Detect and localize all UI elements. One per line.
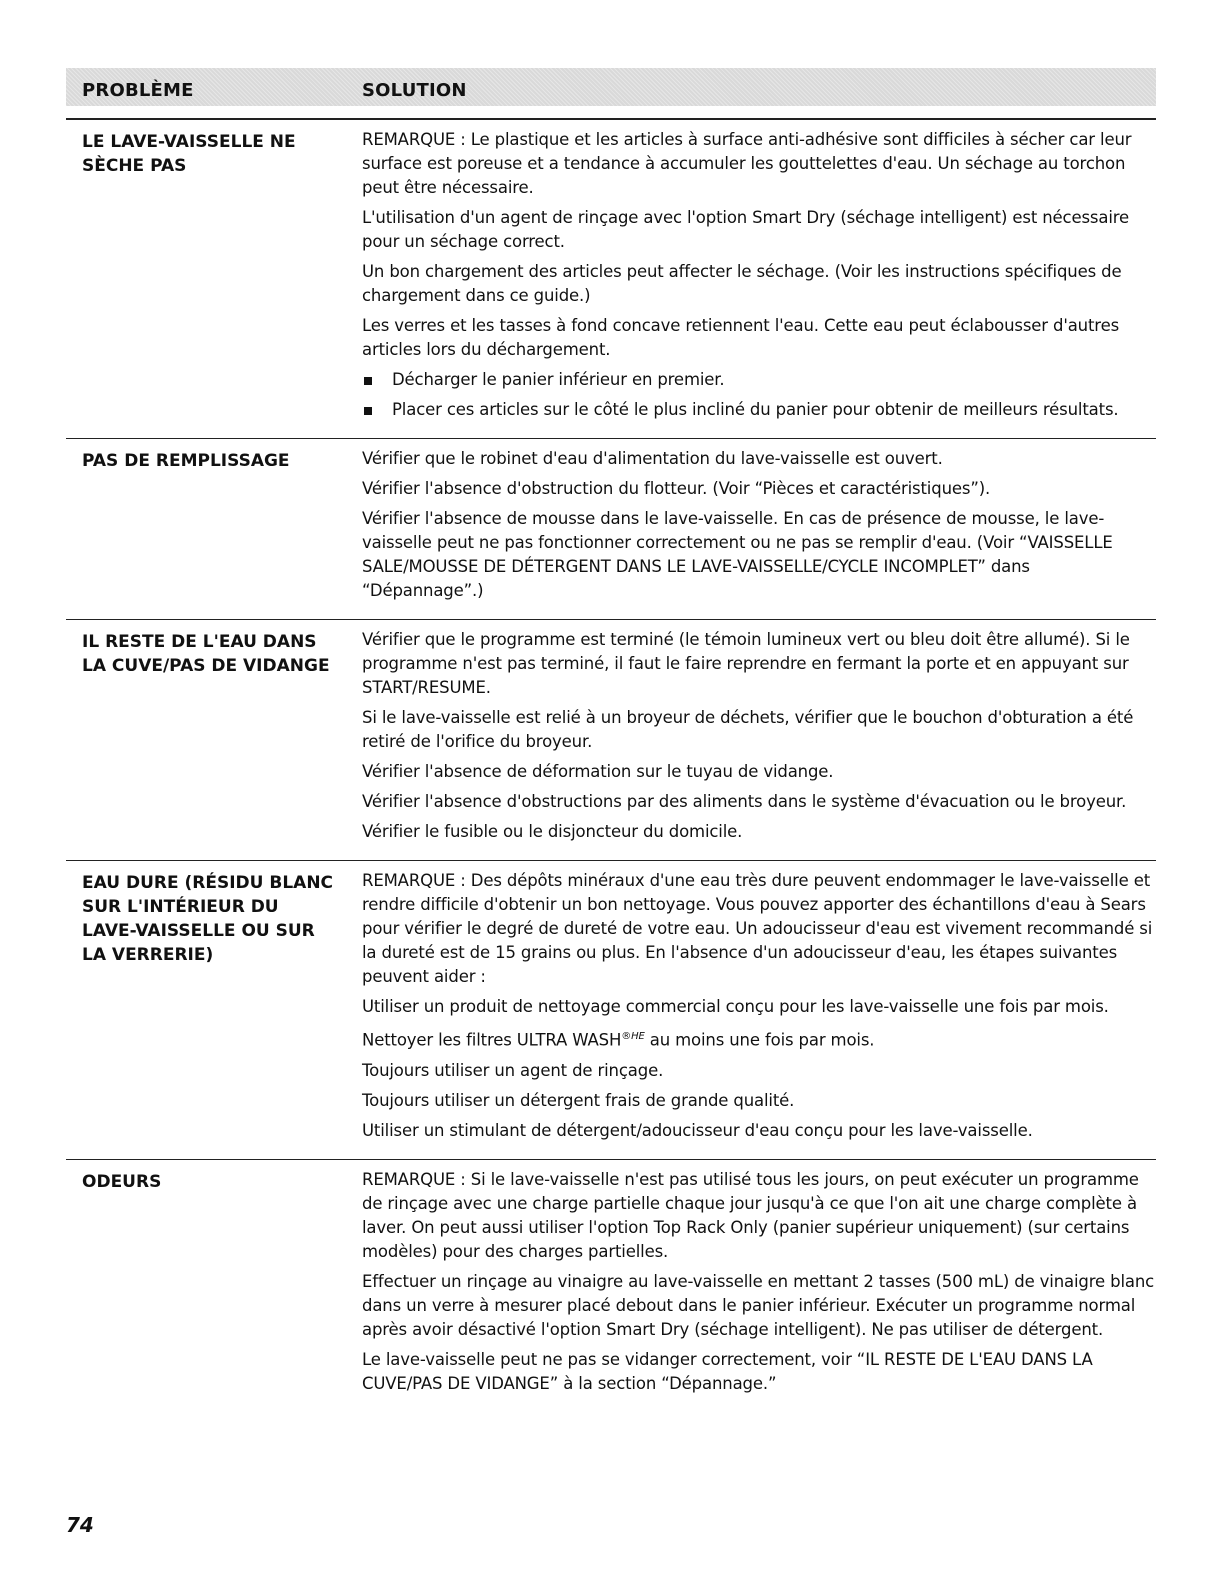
bullet-item: Décharger le panier inférieur en premier. <box>362 368 1156 392</box>
table-row <box>66 619 1156 860</box>
solution-paragraph: Les verres et les tasses à fond concave retiennent l'eau. Cette eau peut éclabousser d'autres articles lors du déchargement. <box>362 316 1120 359</box>
solution-text: Nettoyer les filtres ULTRA WASH <box>362 1030 622 1050</box>
solution-cell <box>362 1160 1156 1412</box>
solution-paragraph: Toujours utiliser un détergent frais de grande qualité. <box>362 1090 795 1110</box>
solution-paragraph: Le lave-vaisselle peut ne pas se vidanger correctement, voir “IL RESTE DE L'EAU DANS LA CUVE/PAS DE VIDANGE” à la section “Dépannage.” <box>362 1349 1093 1393</box>
solution-paragraph: Vérifier l'absence d'obstructions par des aliments dans le système d'évacuation ou le broyeur. <box>362 792 1127 811</box>
page-number: 74 <box>66 1513 94 1537</box>
table-header-bar <box>66 68 1156 106</box>
solution-paragraph: Utiliser un stimulant de détergent/adoucisseur d'eau conçu pour les lave-vaisselle. <box>362 1120 1033 1140</box>
solution-paragraph: REMARQUE : Si le lave-vaisselle n'est pas utilisé tous les jours, on peut exécuter un programme de rinçage avec une charge partielle chaque jour jusqu'à ce que l'on ait une charge complète à laver. On peut aussi utiliser l'option Top Rack Only (panier supérieur uniquement) (sur certains modèles) pour des charges partielles. <box>362 1169 1139 1261</box>
problem-label: EAU DURE (RÉSIDU BLANC SUR L'INTÉRIEUR DU LAVE-VAISSELLE OU SUR LA VERRERIE) <box>82 873 334 965</box>
solution-paragraph: Vérifier que le programme est terminé (le témoin lumineux vert ou bleu doit être allumé). Si le programme n'est pas terminé, il faut le faire reprendre en fermant la porte et en appuyant sur START/RESUME. <box>362 630 1130 697</box>
problem-label: IL RESTE DE L'EAU DANS LA CUVE/PAS DE VIDANGE <box>82 632 330 676</box>
solution-paragraph: Effectuer un rinçage au vinaigre au lave-vaisselle en mettant 2 tasses (500 mL) de vinaigre blanc dans un verre à mesurer placé debout dans le panier inférieur. Exécuter un programme normal après avoir désactivé l'option Smart Dry (séchage intelligent). Ne pas utiliser de détergent. <box>362 1271 1155 1339</box>
header-problem: PROBLÈME <box>82 80 194 101</box>
problem-label: ODEURS <box>82 1171 162 1192</box>
solution-paragraph: Vérifier l'absence de déformation sur le tuyau de vidange. <box>362 762 834 781</box>
solution-paragraph: REMARQUE : Le plastique et les articles à surface anti-adhésive sont difficiles à sécher car leur surface est poreuse et a tendance à accumuler les gouttelettes d'eau. Un séchage au torchon peut être nécessaire. <box>362 130 1132 197</box>
solution-paragraph: Utiliser un produit de nettoyage commercial conçu pour les lave-vaisselle une fois par mois. <box>362 997 1109 1016</box>
solution-cell <box>362 120 1156 438</box>
solution-paragraph: REMARQUE : Des dépôts minéraux d'une eau très dure peuvent endommager le lave-vaisselle et rendre difficile d'obtenir un bon nettoyage. Vous pouvez apporter des échantillons d'eau à Sears pour vérifier le degré de dureté de votre eau. Un adoucisseur d'eau est vivement recommandé si la dureté est de 15 grains ou plus. En l'absence d'un adoucisseur d'eau, les étapes suivantes peuvent aider : <box>362 871 1153 986</box>
solution-paragraph <box>362 1025 1156 1053</box>
table-row <box>66 860 1156 1159</box>
solution-cell <box>362 620 1156 860</box>
solution-paragraph: Toujours utiliser un agent de rinçage. <box>362 1060 664 1080</box>
troubleshooting-table <box>66 120 1156 1412</box>
solution-text: au moins une fois par mois. <box>644 1030 875 1050</box>
table-row <box>66 438 1156 619</box>
problem-label: LE LAVE-VAISSELLE NE SÈCHE PAS <box>82 132 296 176</box>
solution-paragraph: L'utilisation d'un agent de rinçage avec l'option Smart Dry (séchage intelligent) est nécessaire pour un séchage correct. <box>362 208 1130 251</box>
trademark-superscript: ®HE <box>621 1031 645 1042</box>
header-solution: SOLUTION <box>362 80 467 101</box>
solution-paragraph: Vérifier l'absence de mousse dans le lave-vaisselle. En cas de présence de mousse, le lave-vaisselle peut ne pas fonctionner correctement ou ne pas se remplir d'eau. (Voir “VAISSELLE SALE/MOUSSE DE DÉTERGENT DANS LE LAVE-VAISSELLE/CYCLE INCOMPLET” dans “Dépannage”.) <box>362 509 1113 600</box>
solution-paragraph: Si le lave-vaisselle est relié à un broyeur de déchets, vérifier que le bouchon d'obturation a été retiré de l'orifice du broyeur. <box>362 708 1134 751</box>
table-row <box>66 120 1156 438</box>
problem-label: PAS DE REMPLISSAGE <box>82 451 290 471</box>
solution-paragraph: Un bon chargement des articles peut affecter le séchage. (Voir les instructions spécifiques de chargement dans ce guide.) <box>362 262 1122 305</box>
solution-paragraph: Vérifier l'absence d'obstruction du flotteur. (Voir “Pièces et caractéristiques”). <box>362 479 991 498</box>
solution-paragraph: Vérifier le fusible ou le disjoncteur du domicile. <box>362 822 743 841</box>
solution-cell <box>362 439 1156 619</box>
table-row <box>66 1159 1156 1412</box>
solution-paragraph: Vérifier que le robinet d'eau d'alimentation du lave-vaisselle est ouvert. <box>362 449 943 468</box>
solution-cell <box>362 861 1156 1159</box>
bullet-item: Placer ces articles sur le côté le plus incliné du panier pour obtenir de meilleurs résultats. <box>362 398 1156 422</box>
